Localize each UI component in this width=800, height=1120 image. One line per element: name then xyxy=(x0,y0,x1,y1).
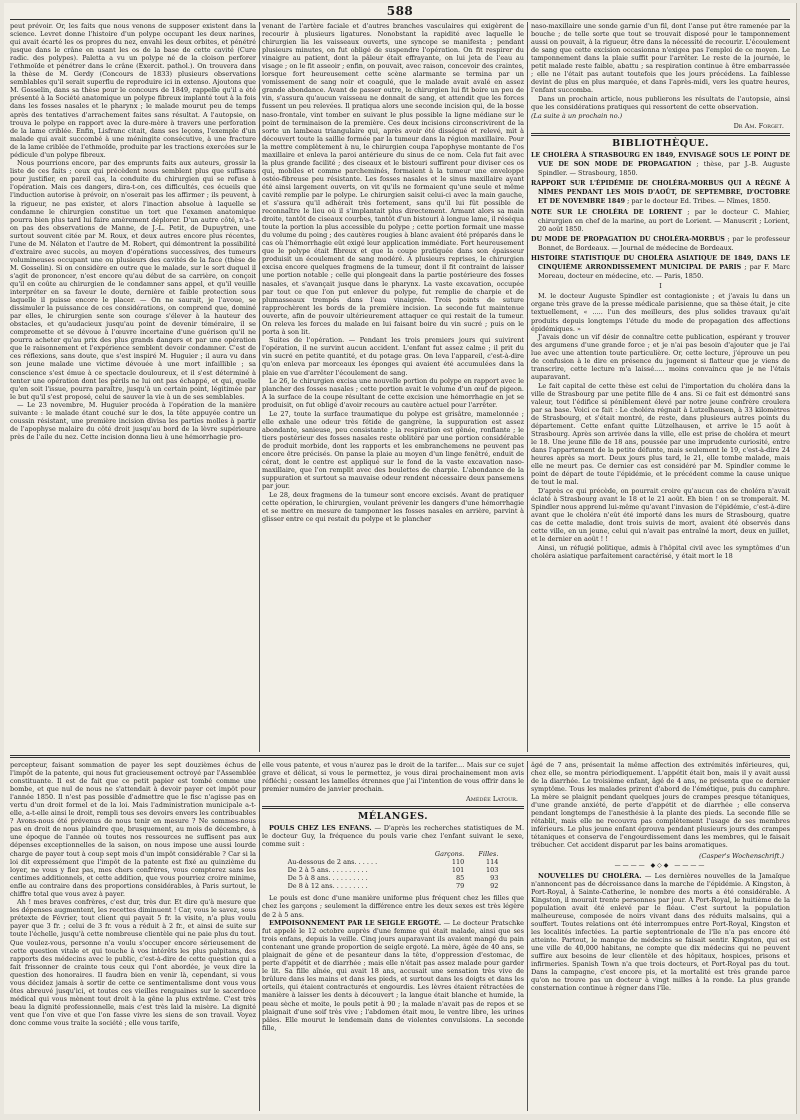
bibliography-item xyxy=(531,208,790,233)
paragraph: Ainsi, un réfugié politique, admis à l'hôpital civil avec les symptômes d'un choléra asiatique parfaitement caractérisé, y était mort le 18 xyxy=(531,543,790,560)
paragraph: peut prévoir. Or, les faits que nous venons de supposer existent dans la science. Levret donne l'histoire d'un polype occupant les deux narines, qui avait écarté les os propres du nez, envahi les deux orbites, et pénétré jusque dans le crâne en usant les os de la base de cette cavité (Cure radic. des polypes). Paletta a vu un polype né de la cloison perforer l'ethmoïde et pénétrer dans le crâne (Exercit. pathol.). On trouvera dans la thèse de M. Gerdy (Concours de 1833) plusieurs observations semblables qu'il serait superflu de reproduire ici in extenso. Ajoutons que M. Gosselin, dans sa thèse pour le concours de 1849, rappelle qu'il a été présenté à la Société anatomique un polype fibreux implanté tout à la fois dans les fosses nasales et le pharynx ; le malade mourut peu de temps après des tentatives d'arrachement faites sans résultat. A l'autopsie, on trouva le polype en rapport avec la dure-mère à travers une perforation de la lame criblée. Enfin, Lisfranc citait, dans ses leçons, l'exemple d'un malade qui avait succombé à une méningite consécutive, à une fracture de la lame criblée de l'ethmoïde, produite par les tractions exercées sur le pédicule d'un polype fibreux. xyxy=(10,22,256,159)
paragraph: Le fait capital de cette thèse est celui de l'importation du choléra dans la ville de Strasbourg par une petite fille de 4 ans. Si ce fait est démontré sans valeur, tout l'édifice si péniblement élevé par notre jeune confrère croulera par sa base. Voici ce fait : Le choléra régnait à Lutzelhausen, à 33 kilomètres de Strasbourg, et s'était montré, de reste, dans plusieurs autres points du département. Cette enfant quitte Lützelhausen, et arrive le 15 août à Strasbourg. Après son arrivée dans la ville, elle est prise de choléra et meurt le 18. Une jeune fille de 18 ans, poussée par une imprudente curiosité, entre dans l'appartement de la petite défunte, mais seulement le 19, c'est-à-dire 24 heures après sa mort. Deux jours plus tard, le 21, elle tombe malade, mais elle ne meurt pas. Ce dernier cas est considéré par M. Spindler comme le point de départ de toute l'épidémie, et le précédent comme la cause unique de tout le mal. xyxy=(531,381,790,487)
table-cell: 93 xyxy=(490,874,499,883)
paragraph: elle vous patente, et vous n'aurez pas le droit de la tarifer.... Mais sur ce sujet grave et délicat, si vous le permettez, je vous dirai prochainement mon avis réfléchi ; cessant les lamelles étrennes que j'ai l'intention de vous offrir dans le premier numéro de janvier prochain. xyxy=(262,761,524,794)
table-header-row xyxy=(286,850,501,858)
section-title-bibliotheque: BIBLIOTHÈQUE. xyxy=(612,137,709,149)
paragraph: J'avais donc un vif désir de connaître cette publication, espérant y trouver des argumens d'une grande force ; et je n'ai pas besoin d'ajouter que je l'ai lue avec une attention toute particulière. Or, cette lecture, j'éprouve un peu de confusion à le dire en présence du jugement si flatteur que je viens de transcrire, cette lecture m'a laissé..... moins convaincu que je ne l'étais auparavant. xyxy=(531,333,790,382)
bib-detail: ; par F. Marc Moreau, docteur en médecine, etc. — Paris, 1850. xyxy=(538,263,790,281)
table-cell: 103 xyxy=(485,866,499,875)
paragraph: âgé de 7 ans, présentait la même affection des extrémités inférieures, qui, chez elle, se montra périodiquement. L'appétit était bon, mais il y avait aussi de la diarrhée. Le troisième enfant, âgé de 4 ans, ne présenta que ce dernier symptôme. Tous les malades prirent d'abord de l'émétique, puis du camphre. La mère se plaignit pendant quelques jours de crampes presque tétaniques, d'une grande anxiété, de perte d'appétit et de diarrhée ; elle conserva pendant longtemps de l'anesthésie à la plante des pieds. La seconde fille se rétablit, mais elle ne recouvra pas complètement l'usage de ses membres inférieurs. Le plus jeune enfant éprouva pendant plusieurs jours des crampes tétaniques et conserva de l'engourdissement dans les membres, qui le faisait trébucher. Cet accident disparut par les bains aromatiques. xyxy=(531,761,790,850)
table-cell: De 8 à 12 ans. . . . . . . . . xyxy=(287,882,368,891)
paragraph xyxy=(262,824,524,848)
section-title-melanges: MÉLANGES. xyxy=(357,811,429,823)
column-divider xyxy=(527,761,528,1111)
table-row xyxy=(286,882,501,890)
paragraph: naso-maxillaire une sonde garnie d'un fil, dont l'anse put être ramenée par la bouche ; de telle sorte que tout se trouvait disposé pour le tamponnement aussi on pouvait, à la rigueur, être dans la nécessité de recourir. L'écoulement de sang que cette excision occasionna n'exigea pas l'emploi de ce moyen. Le tamponnement dans la plaie suffit pour l'arrêter. Le reste de la journée, le petit malade reste faible, abattu ; sa respiration continue à être embarrassée ; elle ne l'était pas autant toutefois que les jours précédens. La faiblesse devint de plus en plus marquée, et dans l'après-midi, vers les quatre heures, l'enfant succomba. xyxy=(531,22,790,95)
bibliography-item xyxy=(531,179,790,206)
table-header xyxy=(286,850,419,858)
paragraph: M. le docteur Auguste Spindler est contagioniste ; et j'avais lu dans un organe très grave de la presse médicale parisienne, que sa thèse était, je cite textuellement, « ..... l'un des meilleurs, des plus solides travaux qu'ait produits depuis longtemps l'étude du mode de propagation des affections épidémiques. » xyxy=(531,292,790,333)
paragraph: — Le 23 novembre, M. Huguier procéda à l'opération de la manière suivante : le malade étant couché sur le dos, la tête appuyée contre un coussin résistant, une première incision divisa les parties molles à partir de l'apophyse malaire du côté droit jusqu'au bord de la lèvre supérieure près de l'aile du nez. Cette incision donna lieu à une hémorrhagie pro- xyxy=(10,401,256,442)
table-cell: 85 xyxy=(455,874,465,883)
section-rule xyxy=(531,133,790,136)
paragraph: venant de l'artère faciale et d'autres branches vasculaires qui exigèrent de recourir à plusieurs ligatures. Nonobstant la rapidité avec laquelle le chirurgien lia les vaisseaux ouverts, une syncope se manifesta ; pendant plusieurs minutes, on fut obligé de suspendre l'opération. On fit respirer du vinaigre au patient, dont la pâleur était effrayante, on lui jeta de l'eau au visage ; on le fit asseoir ; enfin, on pouvait, avec raison, concevoir des craintes, lorsque fort heureusement cette scène alarmante se termina par un vomissement de sang noir et coagulé, que le malade avait avalé en assez grande abondance. Avant de passer outre, le chirurgien lui fit boire un peu de vin, s'assura qu'aucun vaisseau ne donnait de sang, et attendit que les forces fussent un peu relevées. Il pratiqua alors une seconde incision qui, de la bosse naso-frontale, vint tomber en suivant le plus possible la ligne médiane sur le point de terminaison de la première. Ces deux incisions circonscrivirent de la sorte un lambeau triangulaire qui, après avoir été disséqué et relevé, mit à découvert toute la saillie formée par la tumeur dans la région maxillaire. Pour la mettre complètement à nu, le chirurgien coupa l'apophyse montante de l'os maxillaire et enleva la paroi antérieure du sinus de ce nom. Cela fut fait avec la plus grande facilité ; des ciseaux et le bistouri suffirent pour diviser ces os qui, mobiles et comme parcheminés, formaient à la tumeur une enveloppe ostéo-fibreuse peu résistante. Les fosses nasales et le sinus maxillaire ayant été ainsi largement ouverts, on vit qu'ils ne formaient qu'une seule et même cavité remplie par le polype. Le chirurgien saisit celui-ci avec la main gauche, et s'assura qu'il adhérait très fortement, sans qu'il lui fût possible de reconnaître le lieu où il s'implantait plus directement. Armant alors sa main droite, tantôt de ciseaux courbes, tantôt d'un bistouri à longue lame, il réséqua toute la portion la plus accessible du polype ; cette portion formait une masse du volume du poing ; des cautères rougies à blanc avaient été préparés dans le cas où l'hémorrhagie eût exigé leur application immédiate. Fort heureusement que le polype était fibreux et que la coupe pratiquée dans son épaisseur produisit un écoulement de sang modéré. A plusieurs reprises, le chirurgien excisa encore quelques fragmens de la tumeur, dont il fit contraint de laisser une portion notable ; celle qui plongeait dans la partie postérieure des fosses nasales, et s'avançait jusque dans le pharynx. La vaste excavation, occupée par tout ce que l'on put enlever du polype, fut remplie de charpie et de plumasseaux trempés dans l'eau vinaigrée. Trois points de suture rapprochèrent les bords de la première incision. La seconde fut maintenue ouverte, afin de pouvoir ultérieurement attaquer ce qui restait de la tumeur. On releva les forces du malade en lui faisant boire du vin sucré ; puis on le porta à son lit. xyxy=(262,22,524,336)
table-header: Filles. xyxy=(478,850,499,859)
continued-note: (La suite à un prochain no.) xyxy=(531,111,623,120)
paragraph: D'après ce qui précède, on pourrait croire qu'aucun cas de choléra n'avait éclaté à Strasbourg avant le 18 et le 21 août. Eh bien ! on se tromperait. M. Spindler nous apprend lui-même qu'avant l'invasion de l'épidémie, c'est-à-dire avant que le choléra n'eût été importé dans les murs de Strasbourg, quatre cas de cette maladie, dont trois suivis de mort, avaient été observés dans cette ville, en un jeune, celui qui n'avait pas entraîné la mort, deux en juillet, et le dernier en août ! ! xyxy=(531,486,790,544)
bottom-column-2 xyxy=(262,761,524,1111)
header-rule xyxy=(10,19,790,20)
paragraph: Le 26, le chirurgien excisa une nouvelle portion du polype en rapport avec le plancher des fosses nasales ; cette portion avait le volume d'un œuf de pigeon. A la surface de la coupe résultant de cette excision une hémorrhagie en jet se produisit, on fut obligé d'avoir recours au cautère actuel pour l'arrêter. xyxy=(262,377,524,410)
item-text: — Le docteur Pratschke fut appelé le 12 octobre auprès d'une femme qui était malade, ainsi que ses trois enfans, depuis la veille. Cinq jours auparavant ils avaient mangé du pain contenant une grande proportion de seigle ergoté. La mère, âgée de 40 ans, se plaignait de gêne et de pesanteur dans la tête, d'oppression d'estomac, de perte d'appétit et de diarrhée ; mais elle n'était pas assez malade pour garder le lit. Sa fille aînée, qui avait 18 ans, accusait une sensation très vive de brûlure dans les mains et dans les pieds, et surtout dans les doigts et dans les orteils, qui étaient contracturés et engourdis. Les lèvres étaient rétractées de manière à laisser les dents à découvert ; la langue était blanche et humide, la peau sèche et moite, le pouls petit à 90 ; la malade n'avait pas de repos et se plaignait d'une soif très vive ; l'abdomen était mou, le ventre libre, les urines pâles. Elle mourut le lendemain dans de violentes convulsions. La seconde fille, xyxy=(262,919,524,1032)
paragraph: Dans un prochain article, nous publierons les résultats de l'autopsie, ainsi que les considérations pratiques qui ressortent de cette observation. xyxy=(531,94,790,111)
source-citation: (Casper's Wochenschrift.) xyxy=(698,851,784,860)
bibliography-item xyxy=(531,235,790,252)
bottom-column-1 xyxy=(10,761,256,1111)
section-separator xyxy=(10,755,790,758)
paragraph: Le 28, deux fragmens de la tumeur sont encore excisés. Avant de pratiquer cette opération, le chirurgien, voulant prévenir les dangers d'une hémorrhagie et se mettre en mesure de tamponner les fosses nasales en arrière, parvint à glisser entre ce qui restait du polype et le plancher xyxy=(262,490,524,523)
column-divider xyxy=(259,761,260,1111)
pulse-table xyxy=(286,850,501,890)
table-header: Garçons. xyxy=(434,850,465,859)
bib-title: NOTE SUR LE CHOLÉRA DE LORIENT xyxy=(531,208,683,216)
table-cell: 114 xyxy=(485,858,499,867)
bib-detail: ; par le professeur Bonnet, de Bordeaux. — Journal de médecine de Bordeaux. xyxy=(538,235,790,253)
paragraph: percepteur, faisant sommation de payer les sept douzièmes échus de l'impôt de la patente, qui nous fut gracieusement octroyé par l'Assemblée constituante. Il est de fait que ce petit papier est tombé comme une bombe, et que nul de nous ne s'attendait à devoir payer cet impôt pour l'année 1850. Il n'est pas possible d'admettre que le fisc n'agisse pas en vertu d'un droit formel et de la loi. Mais l'administration municipale a-t-elle, a-t-elle ainsi le droit, rempli tous ses devoirs envers les contribuables ? Avons-nous été prévenus de nous tenir en mesure ? Ne sommes-nous pas en droit de nous plaindre que, brusquement, au mois de décembre, à une époque de l'année où toutes nos ressources ne suffisent pas aux dépenses exceptionnelles de la saison, on nous impose une aussi lourde charge de payer tout à coup sept mois d'un impôt considérable ? Car si la loi dit expressément que l'impôt de la patente est fixé au quinzième du loyer, ne vous y fiez pas, mes chers confrères, vous compterez sans les centimes additionnels, et cette addition, que vous pourriez croire minime, enfle au contraire dans des proportions considérables, à Paris surtout, le chiffre total que vous avez à payer. xyxy=(10,761,256,898)
bib-title: LE CHOLÉRA À STRASBOURG EN 1849, ENVISAGÉ SOUS LE POINT DE VUE DE SON MODE DE PROPAGATION xyxy=(531,151,790,168)
item-text: — Les dernières nouvelles de la Jamaïque n'annoncent pas de décroissance dans la marche de l'épidémie. A Kingston, à Port-Royal, à Sainte-Catherine, le nombre des morts a été considérable. A Kingston, il mourait trente personnes par jour. A Port-Royal, le huitième de la population avait été enlevé par le fléau. C'est surtout la population malheureuse, composée de noirs vivant dans des réduits malsains, qui a souffert. Toutes relations ont été interrompues entre Port-Royal, Kingston et les localités infectées. La partie septentrionale de l'île n'a pas encore été atteinte. Partout, le manque de médecins se faisait sentir. Kingston, qui est une ville de 40,000 habitans, ne compte que dix médecins qui ne peuvent suffire aux besoins de leur clientèle et des hôpitaux, hospices, prisons et infirmeries. Spanish Town n'a que trois docteurs, et Port-Royal pas du tout. Dans la campagne, c'est encore pis, et la mortalité est très grande parce qu'on ne trouve pas un docteur à vingt milles à la ronde. La plus grande consternation continue à régner dans l'île. xyxy=(531,871,790,993)
newspaper-page xyxy=(4,3,797,1114)
paragraph: Le 27, toute la surface traumatique du polype est grisâtre, mamelonnée ; elle exhale une odeur très fétide de gangrène, la suppuration est assez abondante, sanieuse, peu consistante ; la respiration est gênée, ronflante ; le tiers postérieur des fosses nasales reste oblitéré par une portion considérable de produit morbide, dont les rapports et les embranchemens ne peuvent pas encore être précisés. On panse la plaie au moyen d'un linge fenêtré, enduit de cérat, dont le centre est appliqué sur le fond de la vaste excavation naso-maxillaire, que l'on remplit avec des boulettes de charpie. L'abondance de la suppuration et surtout sa mauvaise odeur rendent nécessaire deux pansemens par jour. xyxy=(262,409,524,491)
item-heading: POULS CHEZ LES ENFANS. xyxy=(269,824,372,833)
paragraph: Suites de l'opération. — Pendant les trois premiers jours qui suivirent l'opération, il ne survint aucun accident. L'enfant fut assez calme ; il prit du vin sucré en petite quantité, et du potage gras. On leva l'appareil, c'est-à-dire qu'on enleva par morceaux les éponges qui avaient été accumulées dans la plaie en vue d'arrêter l'écoulement de sang. xyxy=(262,336,524,377)
top-column-2 xyxy=(262,22,524,752)
section-numeral: I xyxy=(659,282,662,291)
top-column-1 xyxy=(10,22,256,752)
paragraph: Nous pourrions encore, par des emprunts faits aux auteurs, grossir la liste de ces faits ; ceux qui précèdent nous semblent plus que suffisans pour justifier, en pareil cas, la conduite du chirurgien qui se refuse à l'opération. Mais ces dangers, dira-t-on, ces difficultés, ces écueils que l'induction autorise à prévoir, on n'oserait pas les affirmer ; ils peuvent, à la rigueur, ne pas exister, et alors l'inaction absolue à laquelle se condamne le chirurgien constitue un tort que l'examen anatomique pourra bien plus tard lui faire amèrement déplorer. D'un autre côté, n'a-t-on pas des observations de Manne, de J.-L. Petit, de Dupuytren, une surtout souvent citée par M. Roux, et deux autres encore plus récentes, l'une de M. Nélaton et l'autre de M. Robert, qui démontrent la possibilité d'extraire avec succès, au moyen d'opérations successives, des tumeurs volumineuses occupant une ou plusieurs des cavités de la face (thèse de M. Gosselin). Si on considère en outre que le malade, sur le sort duquel il s'agit de prononcer, n'est encore qu'au début de sa carrière, on conçoit qu'il en coûte au chirurgien de le condamner sans appel, et qu'il veuille interpréter en sa faveur le doute, dernière et faible protection sous laquelle il puisse encore le placer. — On ne saurait, je l'avoue, se dissimuler la puissance de ces considérations, on comprend que, dominé par elles, le chirurgien sente son courage s'élever à la hauteur des obstacles, et qu'audacieux jusqu'au point de devenir téméraire, il se compromette et se dévoue à l'œuvre incertaine d'une guérison qu'il ne pourra acheter qu'au prix des plus grands dangers et par une opération que le raisonnement et l'expérience semblent devoir condamner. C'est de ces réflexions, sans doute, que s'est inspiré M. Huguier ; il aura vu dans son jeune malade une victime dévouée à une mort infaillible ; sa conscience s'est émue à ce spectacle douloureux, et il s'est déterminé à tenter une opération dont les périls ne lui ont pas échappé, et qui, quelle qu'en soit l'issue, pourra paraître, jusqu'à un certain point, légitimée par le but qu'il s'est proposé, celui de sauver la vie à un de ses semblables. xyxy=(10,159,256,401)
paragraph: Le pouls est donc d'une manière uniforme plus fréquent chez les filles que chez les garçons ; seulement la différence entre les deux sexes est très légère de 2 à 5 ans. xyxy=(262,894,524,919)
table-cell: De 5 à 8 ans. . . . . . . . . . xyxy=(287,874,368,883)
table-cell: 110 xyxy=(451,858,465,867)
paragraph xyxy=(531,872,790,993)
paragraph: Ah ! mes braves confrères, c'est dur, très dur. Et dire qu'à mesure que les dépenses augmentent, les recettes diminuent ! Car, vous le savez, sous prétexte de Février, tout client qui payait 5 fr. la visite, n'a plus voulu payer que 3 fr. ; celui de 3 fr. vous a réduit à 2 fr., et ainsi de suite sur toute l'échelle, jusqu'à cette nombreuse clientèle qui ne paie plus du tout. Que voulez-vous, personne n'a voulu s'occuper encore sérieusement de cette question vitale et qui touche à vos intérêts les plus palpitans, des rapports des médecins avec le public, c'est-à-dire de cette question qui a fait frissonner de crainte tous ceux qui l'ont abordée, je veux dire la question des honoraires. Il faudra bien en venir là, cependant, si vous vous décidez jamais à sortir de cette ce sentimentalisme dont vous vous êtes abreuvé jusqu'ici, et toutes ces vieilles renguaines sur le sacerdoce médical qui vous mènent tout droit à la gêne la plus extrême. C'est très beau la dignité professionnelle, mais c'est très laid la misère. La dignité vent que l'on vive et que l'on fasse vivre les siens de son travail. Voyez donc comme vous traite la société ; elle vous tarife, xyxy=(10,898,256,1027)
bottom-column-3 xyxy=(531,761,790,1111)
section-rule xyxy=(262,806,524,809)
author-signature: Dr Am. Forget. xyxy=(733,121,784,130)
bib-title: RAPPORT SUR L'ÉPIDÉMIE DE CHOLÉRA-MORBUS QUI A RÉGNÉ À NÎMES PENDANT LES MOIS D'AOÛT, DE SEPTEMBRE, D'OCTOBRE ET DE NOVEMBRE 1849 xyxy=(531,179,790,205)
paragraph xyxy=(262,919,524,1032)
bibliography-list xyxy=(531,151,790,281)
item-heading: EMPOISONNEMENT PAR LE SEIGLE ERGOTÉ. xyxy=(269,919,442,928)
ornamental-divider: ———— ◆◇◆ ———— xyxy=(614,861,707,869)
item-text: — D'après les recherches statistiques de M. le docteur Guy, la fréquence du pouls varie chez l'enfant suivant le sexe, comme suit : xyxy=(262,824,524,849)
bibliography-item xyxy=(531,151,790,177)
item-heading: NOUVELLES DU CHOLÉRA. xyxy=(538,871,642,880)
column-divider xyxy=(259,22,260,752)
table-cell: Au-dessous de 2 ans. . . . . . xyxy=(287,858,378,867)
top-column-3 xyxy=(531,22,790,752)
bibliography-item xyxy=(531,254,790,280)
page-number: 588 xyxy=(386,4,414,18)
column-divider xyxy=(527,22,528,752)
bib-title: HISTOIRE STATISTIQUE DU CHOLÉRA ASIATIQUE DE 1849, DANS LE CINQUIÈME ARRONDISSEMENT MUNICIPAL DE PARIS xyxy=(531,255,790,272)
author-signature: Amédée Latour. xyxy=(466,795,518,804)
bib-detail: ; par le docteur C. Mahier, chirurgien en chef de la marine, au port de Lorient. — Manuscrit ; Lorient, 20 août 1850. xyxy=(538,207,790,234)
bib-title: DU MODE DE PROPAGATION DU CHOLÉRA-MORBUS xyxy=(531,236,725,244)
bib-detail: ; thèse, par J.-B. Auguste Spindler. — Strasbourg, 1850. xyxy=(538,159,790,177)
table-cell: De 2 à 5 ans. . . . . . . . . . xyxy=(287,866,368,875)
table-cell: 101 xyxy=(451,866,465,875)
table-cell: 92 xyxy=(490,882,499,891)
table-cell: 79 xyxy=(455,882,465,891)
bib-detail: ; par le docteur Ed. Tribes. — Nîmes, 1850. xyxy=(625,196,771,205)
